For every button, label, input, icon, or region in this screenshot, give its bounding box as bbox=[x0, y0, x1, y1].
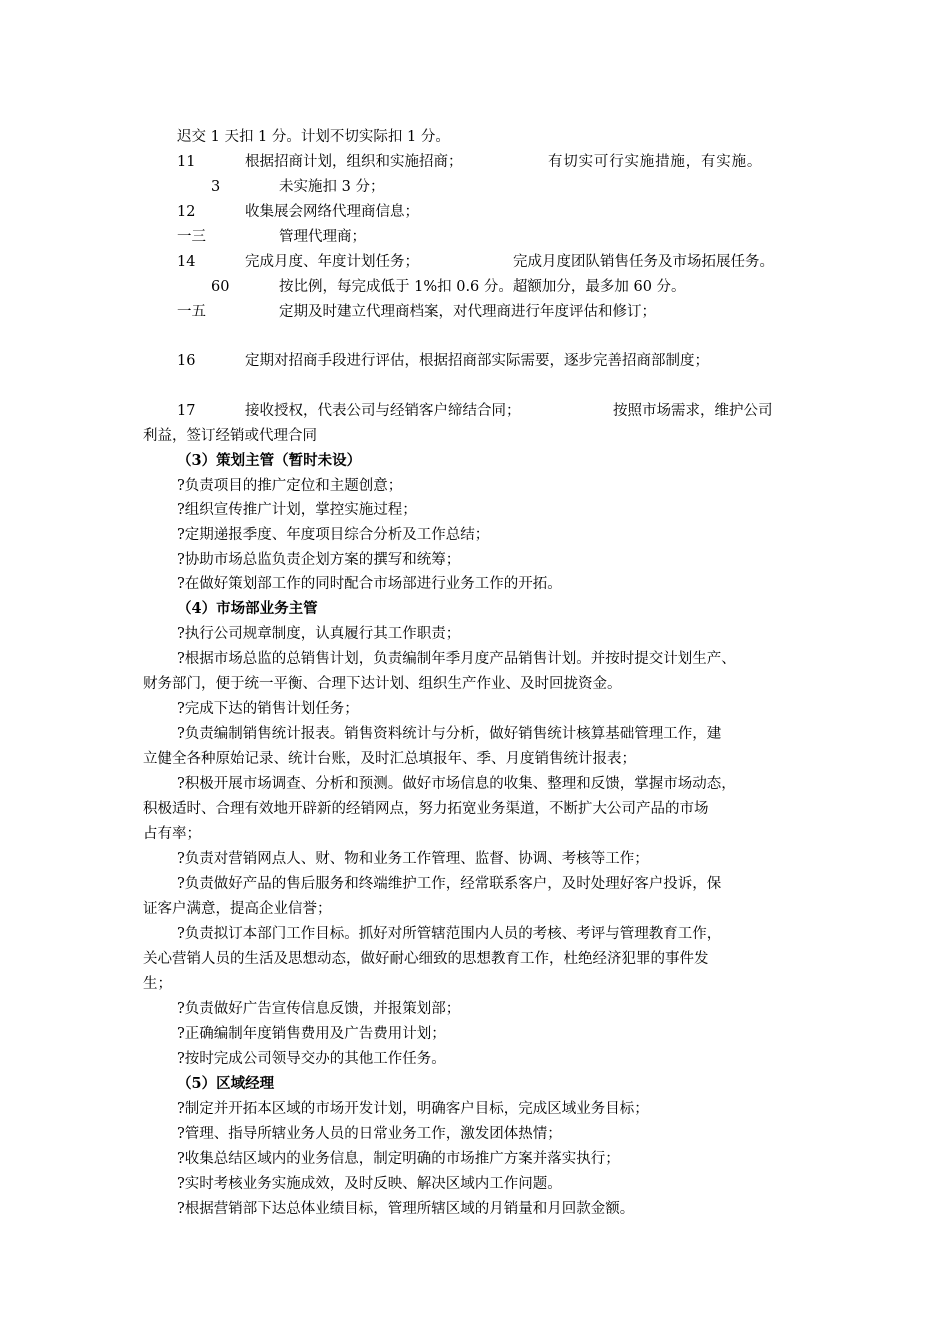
list-item: ?负责编制销售统计报表。销售资料统计与分析，做好销售统计核算基础管理工作，建 bbox=[177, 726, 722, 742]
list-item: ?负责拟订本部门工作目标。抓好对所管辖范围内人员的考核、考评与管理教育工作， bbox=[177, 926, 722, 942]
list-item: ?正确编制年度销售费用及广告费用计划； bbox=[177, 1026, 446, 1042]
item-score-text: 未实施扣 3 分； bbox=[279, 179, 385, 195]
item-number: 17 bbox=[177, 403, 196, 419]
list-item-cont: 占有率； bbox=[143, 826, 201, 842]
list-item: ?制定并开拓本区域的市场开发计划，明确客户目标，完成区域业务目标； bbox=[177, 1101, 649, 1117]
item-task: 完成月度、年度计划任务； bbox=[245, 254, 419, 270]
list-item: ?负责做好广告宣传信息反馈，并报策划部； bbox=[177, 1001, 461, 1017]
section-heading: （4）市场部业务主管 bbox=[177, 600, 318, 617]
item-score-text: 按比例，每完成低于 1%扣 0.6 分。超额加分，最多加 60 分。 bbox=[279, 279, 686, 295]
section-heading: （3）策划主管（暂时未设） bbox=[177, 452, 362, 469]
list-item: ?负责项目的推广定位和主题创意； bbox=[177, 478, 403, 494]
item-standard: 按照市场需求，维护公司 bbox=[613, 403, 773, 419]
list-item: ?实时考核业务实施成效，及时反映、解决区域内工作问题。 bbox=[177, 1176, 562, 1192]
item-score: 3 bbox=[211, 179, 221, 195]
list-item: ?收集总结区域内的业务信息，制定明确的市场推广方案并落实执行； bbox=[177, 1151, 620, 1167]
list-item: ?定期递报季度、年度项目综合分析及工作总结； bbox=[177, 527, 490, 543]
item-number: 11 bbox=[177, 154, 196, 170]
list-item-cont: 生； bbox=[143, 976, 172, 992]
list-item-cont: 积极适时、合理有效地开辟新的经销网点，努力拓宽业务渠道，不断扩大公司产品的市场 bbox=[143, 801, 709, 817]
item-task: 接收授权，代表公司与经销客户缔结合同； bbox=[245, 403, 521, 419]
item-task: 定期及时建立代理商档案，对代理商进行年度评估和修订； bbox=[279, 304, 656, 320]
list-item: ?协助市场总监负责企划方案的撰写和统筹； bbox=[177, 552, 461, 568]
list-item-cont: 财务部门，便于统一平衡、合理下达计划、组织生产作业、及时回拢资金。 bbox=[143, 676, 622, 692]
list-item: ?执行公司规章制度，认真履行其工作职责； bbox=[177, 626, 461, 642]
item-task: 根据招商计划，组织和实施招商； bbox=[245, 154, 463, 170]
list-item: ?负责对营销网点人、财、物和业务工作管理、监督、协调、考核等工作； bbox=[177, 851, 649, 867]
item-number: 一三 bbox=[177, 229, 206, 245]
list-item: ?根据市场总监的总销售计划，负责编制年季月度产品销售计划。并按时提交计划生产、 bbox=[177, 651, 736, 667]
list-item: ?管理、指导所辖业务人员的日常业务工作，激发团体热情； bbox=[177, 1126, 562, 1142]
item-number: 14 bbox=[177, 254, 196, 270]
text-line: 迟交 1 天扣 1 分。计划不切实际扣 1 分。 bbox=[177, 129, 450, 145]
text-line: 利益，签订经销或代理合同 bbox=[143, 428, 317, 444]
item-standard: 完成月度团队销售任务及市场拓展任务。 bbox=[513, 254, 774, 270]
item-task: 管理代理商； bbox=[279, 229, 366, 245]
list-item-cont: 关心营销人员的生活及思想动态，做好耐心细致的思想教育工作，杜绝经济犯罪的事件发 bbox=[143, 951, 709, 967]
list-item-cont: 立健全各种原始记录、统计台账，及时汇总填报年、季、月度销售统计报表； bbox=[143, 751, 636, 767]
item-number: 12 bbox=[177, 204, 196, 220]
item-score: 60 bbox=[211, 279, 230, 295]
item-number: 一五 bbox=[177, 304, 206, 320]
list-item: ?组织宣传推广计划，掌控实施过程； bbox=[177, 502, 417, 518]
list-item: ?负责做好产品的售后服务和终端维护工作，经常联系客户，及时处理好客户投诉，保 bbox=[177, 876, 722, 892]
section-heading: （5）区域经理 bbox=[177, 1075, 275, 1092]
item-number: 16 bbox=[177, 353, 196, 369]
list-item: ?在做好策划部工作的同时配合市场部进行业务工作的开拓。 bbox=[177, 576, 562, 592]
list-item-cont: 证客户满意，提高企业信誉； bbox=[143, 901, 332, 917]
item-task: 定期对招商手段进行评估，根据招商部实际需要，逐步完善招商部制度； bbox=[245, 353, 709, 369]
list-item: ?完成下达的销售计划任务； bbox=[177, 701, 359, 717]
list-item: ?按时完成公司领导交办的其他工作任务。 bbox=[177, 1051, 446, 1067]
list-item: ?根据营销部下达总体业绩目标，管理所辖区域的月销量和月回款金额。 bbox=[177, 1201, 635, 1217]
item-task: 收集展会网络代理商信息； bbox=[245, 204, 419, 220]
list-item: ?积极开展市场调查、分析和预测。做好市场信息的收集、整理和反馈，掌握市场动态， bbox=[177, 776, 736, 792]
item-standard: 有切实可行实施措施，有实施。 bbox=[548, 154, 763, 170]
